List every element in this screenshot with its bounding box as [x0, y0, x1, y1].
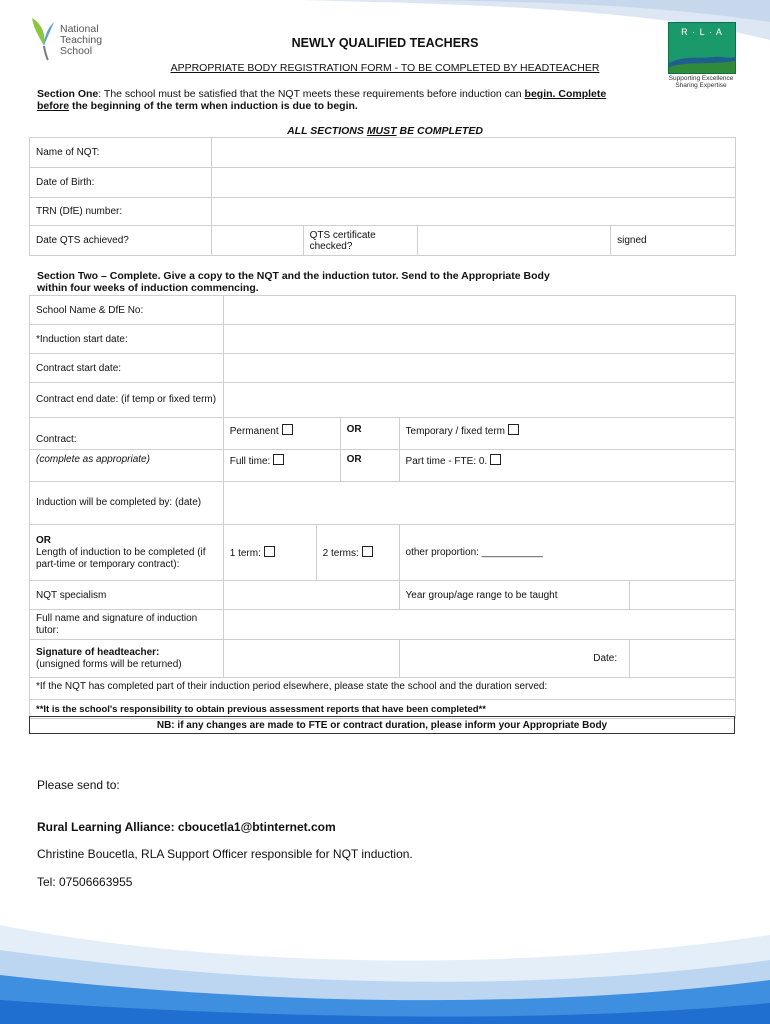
section-two-line-2: within four weeks of induction commencing. [37, 282, 259, 294]
length-text: Length of induction to be completed (if part-time or temporary contract): [36, 546, 206, 570]
trn-label: TRN (DfE) number: [30, 198, 212, 226]
induction-tutor-label: Full name and signature of induction tutor: [30, 610, 224, 640]
complete-as-appropriate-label: (complete as appropriate) [30, 450, 224, 482]
section-one-text-b: the beginning of the term when induction is due to begin. [69, 100, 358, 112]
one-term-checkbox[interactable] [264, 546, 275, 557]
two-terms-label: 2 terms: [322, 548, 359, 559]
part-time-checkbox[interactable] [490, 454, 501, 465]
section-one-complete: Complete [555, 88, 607, 100]
induction-completed-by-label: Induction will be completed by: (date) [30, 482, 224, 525]
section-one-instructions [37, 88, 737, 112]
dob-label: Date of Birth: [30, 168, 212, 198]
please-send-label: Please send to: [37, 778, 120, 792]
nb-notice: NB: if any changes are made to FTE or contract duration, please inform your Appropriate Body [29, 716, 735, 734]
permanent-label: Permanent [229, 426, 279, 437]
all-sections-post: BE COMPLETED [396, 125, 483, 137]
headteacher-signature-label [30, 640, 224, 678]
qts-date-label: Date QTS achieved? [30, 226, 212, 256]
full-time-option[interactable] [223, 450, 340, 482]
all-sections-pre: ALL SECTIONS [287, 125, 367, 137]
part-time-label: Part time - FTE: 0. [405, 456, 488, 467]
head-sig-text: Signature of headteacher: [36, 646, 160, 658]
section-one-before: before [37, 100, 70, 112]
two-terms-option[interactable] [316, 525, 399, 581]
headteacher-signature-field[interactable] [223, 640, 399, 678]
logo-text-line-1: National [60, 23, 99, 35]
rla-tagline-2: Sharing Expertise [675, 82, 727, 89]
section-two-instructions [37, 270, 737, 294]
section-one-label: Section One [37, 88, 99, 100]
school-name-field[interactable] [223, 296, 735, 325]
induction-length-label [30, 525, 224, 581]
dob-field[interactable] [211, 168, 735, 198]
section-two-line-1: Section Two – Complete. Give a copy to the NQT and the induction tutor. Send to the Appropriate Body [37, 270, 550, 282]
temporary-label: Temporary / fixed term [405, 426, 506, 437]
contract-end-label: Contract end date: (if temp or fixed term) [30, 383, 224, 418]
temporary-option[interactable] [399, 418, 735, 450]
length-or-label: OR [36, 534, 51, 546]
permanent-option[interactable] [223, 418, 340, 450]
contract-start-field[interactable] [223, 354, 735, 383]
permanent-checkbox[interactable] [282, 424, 293, 435]
unsigned-note: (unsigned forms will be returned) [36, 658, 182, 670]
logo-text-line-3: School [60, 45, 93, 57]
contract-start-label: Contract start date: [30, 354, 224, 383]
rla-tagline-1: Supporting Excellence [668, 75, 734, 82]
nqt-name-label: Name of NQT: [30, 138, 212, 168]
rla-letters: R · L · A [681, 27, 723, 37]
contract-label: Contract: [30, 418, 224, 450]
induction-tutor-field[interactable] [223, 610, 735, 640]
one-term-label: 1 term: [229, 548, 261, 559]
rla-contact: Rural Learning Alliance: cboucetla1@btinternet.com [37, 820, 336, 834]
qts-date-field[interactable] [211, 226, 303, 256]
trn-field[interactable] [211, 198, 735, 226]
year-group-field[interactable] [630, 581, 736, 610]
induction-completed-by-field[interactable] [223, 482, 735, 525]
logo-text-line-2: Teaching [60, 34, 103, 46]
qts-cert-label: QTS certificate checked? [303, 226, 418, 256]
section-one-begin: begin. [524, 88, 556, 100]
section-two-table [29, 295, 736, 719]
specialism-label: NQT specialism [30, 581, 224, 610]
all-sections-must: MUST [366, 125, 397, 137]
document-subtitle: APPROPRIATE BODY REGISTRATION FORM - TO BE COMPLETED BY HEADTEACHER [170, 62, 600, 74]
induction-start-field[interactable] [223, 325, 735, 354]
school-name-label: School Name & DfE No: [30, 296, 224, 325]
other-proportion-field[interactable]: other proportion: ___________ [399, 525, 735, 581]
signed-label: signed [611, 226, 736, 256]
date-label: Date: [399, 640, 630, 678]
nqt-name-field[interactable] [211, 138, 735, 168]
document-title: NEWLY QUALIFIED TEACHERS [291, 36, 479, 50]
support-officer: Christine Boucetla, RLA Support Officer responsible for NQT induction. [37, 847, 413, 861]
full-time-checkbox[interactable] [273, 454, 284, 465]
responsibility-note: **It is the school's responsibility to obtain previous assessment reports that have been completed** [30, 700, 736, 719]
telephone: Tel: 07506663955 [37, 875, 133, 889]
part-time-option[interactable] [399, 450, 735, 482]
induction-start-label: *Induction start date: [30, 325, 224, 354]
section-one-table [29, 137, 736, 256]
temporary-checkbox[interactable] [508, 424, 519, 435]
full-time-label: Full time: [229, 456, 271, 467]
previous-induction-note: *If the NQT has completed part of their induction period elsewhere, please state the school and the duration served: [30, 678, 736, 700]
qts-cert-field[interactable] [418, 226, 611, 256]
contract-end-field[interactable] [223, 383, 735, 418]
two-terms-checkbox[interactable] [362, 546, 373, 557]
contract-or-label: OR [340, 418, 399, 450]
all-sections-notice [0, 125, 770, 137]
section-one-text-a: : The school must be satisfied that the NQT meets these requirements before induction can [98, 88, 525, 100]
specialism-field[interactable] [223, 581, 399, 610]
year-group-label: Year group/age range to be taught [399, 581, 630, 610]
date-field[interactable] [630, 640, 736, 678]
hours-or-label: OR [340, 450, 399, 482]
one-term-option[interactable] [223, 525, 316, 581]
